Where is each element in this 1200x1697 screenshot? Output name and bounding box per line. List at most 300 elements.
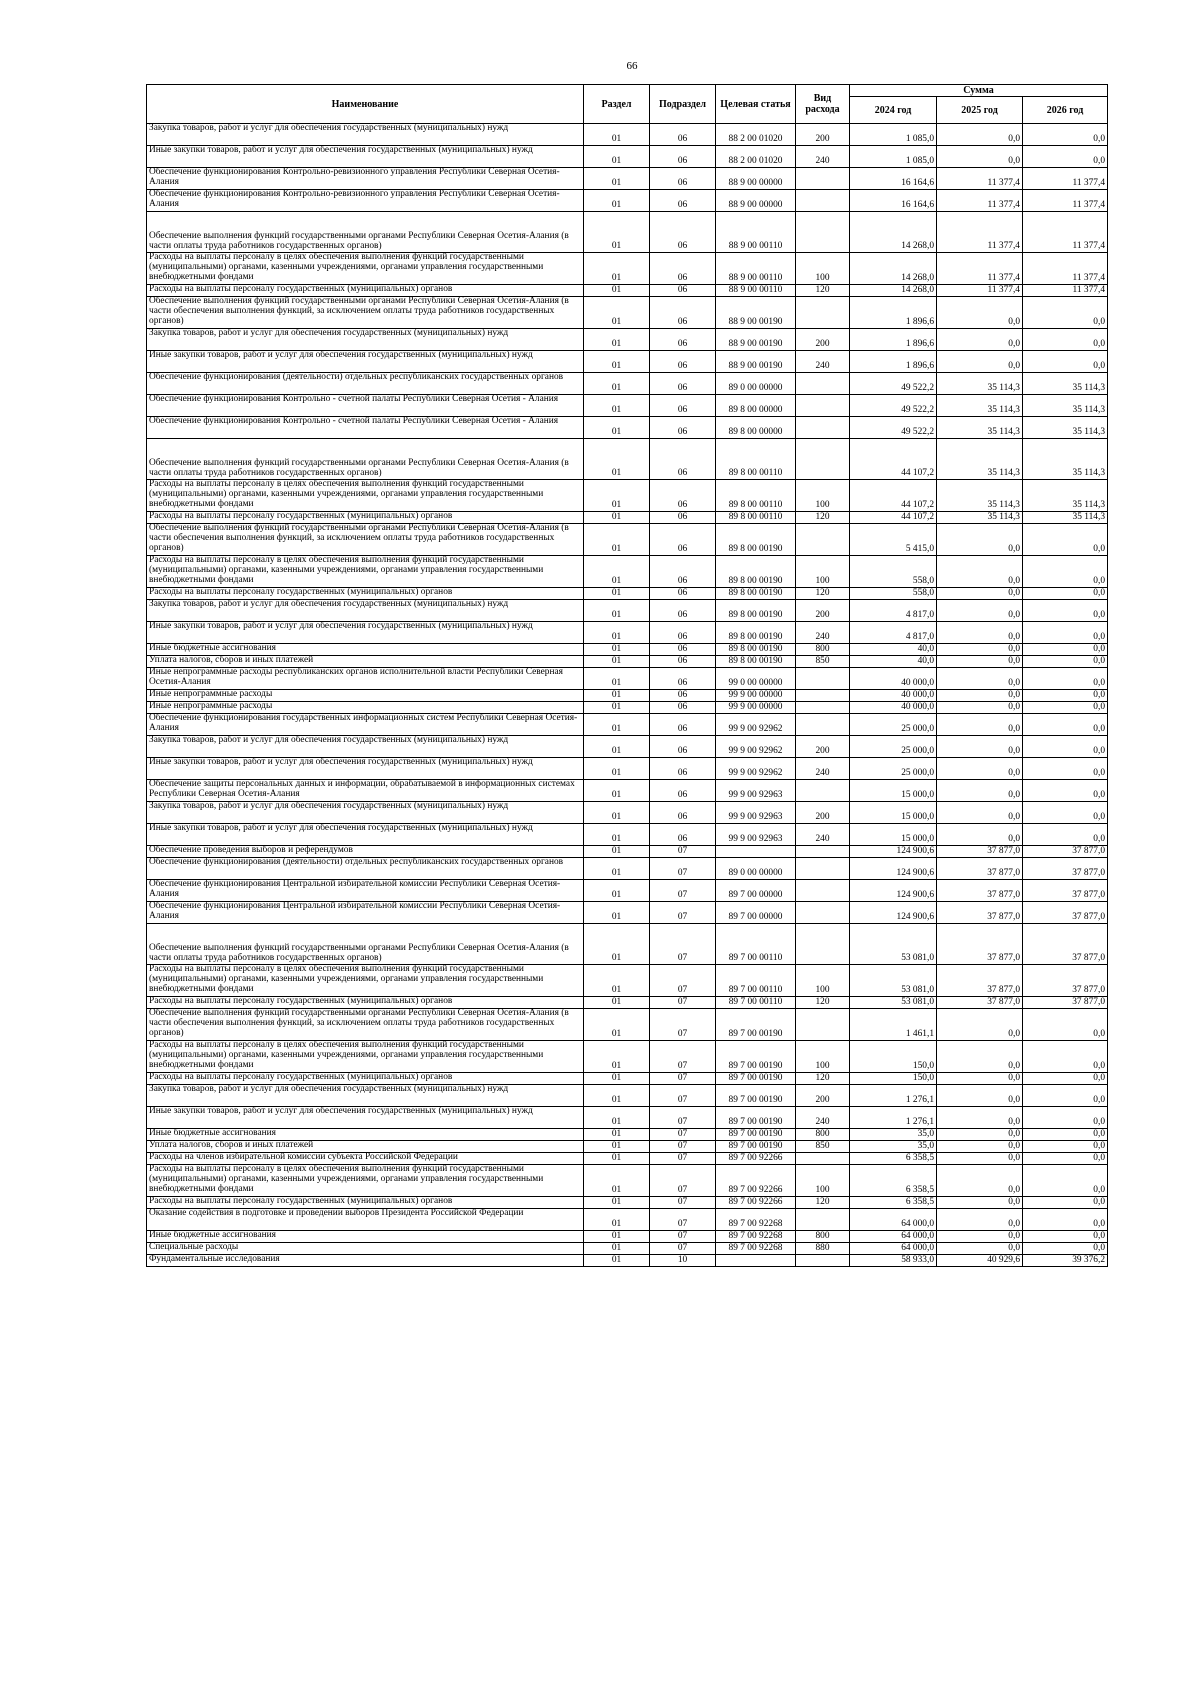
- row-sum-2026: 39 376,2: [1023, 1255, 1108, 1267]
- row-name: Закупка товаров, работ и услуг для обеспечения государственных (муниципальных) нужд: [147, 736, 584, 758]
- row-subsection: 06: [650, 146, 716, 168]
- row-sum-2024: 124 900,6: [850, 880, 937, 902]
- row-sum-2024: 49 522,2: [850, 373, 937, 395]
- table-row: [147, 714, 1108, 736]
- row-sum-2025: 11 377,4: [937, 168, 1023, 190]
- row-sum-2025: 35 114,3: [937, 439, 1023, 480]
- row-section: 01: [584, 736, 650, 758]
- row-subsection: 07: [650, 1085, 716, 1107]
- row-kind: [796, 690, 850, 702]
- row-target: 99 9 00 92962: [716, 714, 796, 736]
- row-name: Расходы на членов избирательной комиссии субъекта Российской Федерации: [147, 1153, 584, 1165]
- table-row: [147, 965, 1108, 997]
- row-subsection: 06: [650, 758, 716, 780]
- row-subsection: 06: [650, 417, 716, 439]
- row-target: 99 9 00 00000: [716, 690, 796, 702]
- row-sum-2025: 0,0: [937, 690, 1023, 702]
- row-subsection: 06: [650, 351, 716, 373]
- row-subsection: 07: [650, 858, 716, 880]
- table-row: [147, 600, 1108, 622]
- row-sum-2025: 40 929,6: [937, 1255, 1023, 1267]
- row-target: 89 7 00 92266: [716, 1165, 796, 1197]
- row-sum-2024: 40 000,0: [850, 690, 937, 702]
- row-sum-2026: 0,0: [1023, 1085, 1108, 1107]
- table-row: [147, 1231, 1108, 1243]
- row-sum-2025: 0,0: [937, 329, 1023, 351]
- row-name: Обеспечение функционирования Центральной избирательной комиссии Республики Северная Осетия-Алания: [147, 880, 584, 902]
- row-sum-2025: 0,0: [937, 351, 1023, 373]
- row-section: 01: [584, 285, 650, 297]
- row-name: Расходы на выплаты персоналу государственных (муниципальных) органов: [147, 1073, 584, 1085]
- row-subsection: 07: [650, 997, 716, 1009]
- row-name: Фундаментальные исследования: [147, 1255, 584, 1267]
- row-subsection: 06: [650, 668, 716, 690]
- row-sum-2025: 0,0: [937, 802, 1023, 824]
- row-sum-2024: 44 107,2: [850, 439, 937, 480]
- row-sum-2024: 6 358,5: [850, 1197, 937, 1209]
- row-target: 89 7 00 00110: [716, 924, 796, 965]
- row-kind: [796, 1209, 850, 1231]
- row-kind: [796, 297, 850, 329]
- row-kind: 800: [796, 1231, 850, 1243]
- row-sum-2025: 37 877,0: [937, 902, 1023, 924]
- row-section: 01: [584, 1231, 650, 1243]
- row-name: Иные бюджетные ассигнования: [147, 1231, 584, 1243]
- row-target: 89 8 00 00000: [716, 395, 796, 417]
- row-target: 89 7 00 00190: [716, 1041, 796, 1073]
- row-name: Обеспечение проведения выборов и референдумов: [147, 846, 584, 858]
- row-target: 89 7 00 00190: [716, 1085, 796, 1107]
- row-kind: [796, 190, 850, 212]
- row-sum-2026: 0,0: [1023, 656, 1108, 668]
- row-section: 01: [584, 190, 650, 212]
- row-target: 89 8 00 00190: [716, 588, 796, 600]
- row-section: 01: [584, 439, 650, 480]
- row-section: 01: [584, 902, 650, 924]
- row-sum-2025: 0,0: [937, 656, 1023, 668]
- row-sum-2024: 44 107,2: [850, 480, 937, 512]
- row-target: 88 9 00 00110: [716, 212, 796, 253]
- row-sum-2025: 0,0: [937, 758, 1023, 780]
- row-target: 89 8 00 00110: [716, 480, 796, 512]
- row-subsection: 06: [650, 588, 716, 600]
- table-row: [147, 656, 1108, 668]
- row-subsection: 07: [650, 880, 716, 902]
- row-kind: [796, 1255, 850, 1267]
- row-subsection: 06: [650, 212, 716, 253]
- row-sum-2025: 0,0: [937, 1165, 1023, 1197]
- table-body: [147, 124, 1108, 1267]
- row-subsection: 07: [650, 1141, 716, 1153]
- row-subsection: 06: [650, 644, 716, 656]
- table-row: [147, 1009, 1108, 1041]
- table-row: [147, 439, 1108, 480]
- header-2024: 2024 год: [850, 97, 937, 124]
- row-target: 89 7 00 00000: [716, 902, 796, 924]
- row-sum-2026: 0,0: [1023, 1041, 1108, 1073]
- row-target: 89 0 00 00000: [716, 373, 796, 395]
- row-sum-2026: 0,0: [1023, 644, 1108, 656]
- row-section: 01: [584, 1073, 650, 1085]
- table-row: [147, 824, 1108, 846]
- row-sum-2025: 35 114,3: [937, 373, 1023, 395]
- row-sum-2026: 0,0: [1023, 297, 1108, 329]
- row-name: Закупка товаров, работ и услуг для обеспечения государственных (муниципальных) нужд: [147, 1085, 584, 1107]
- row-sum-2026: 35 114,3: [1023, 417, 1108, 439]
- row-sum-2026: 0,0: [1023, 1231, 1108, 1243]
- header-section: Раздел: [584, 85, 650, 124]
- row-section: 01: [584, 1009, 650, 1041]
- row-name: Иные непрограммные расходы: [147, 702, 584, 714]
- table-row: [147, 802, 1108, 824]
- row-sum-2024: 14 268,0: [850, 253, 937, 285]
- row-section: 01: [584, 1165, 650, 1197]
- row-sum-2024: 1 085,0: [850, 124, 937, 146]
- row-subsection: 07: [650, 846, 716, 858]
- row-sum-2025: 11 377,4: [937, 285, 1023, 297]
- row-sum-2025: 0,0: [937, 524, 1023, 556]
- table-row: [147, 212, 1108, 253]
- row-name: Иные закупки товаров, работ и услуг для обеспечения государственных (муниципальных) нужд: [147, 758, 584, 780]
- table-row: [147, 373, 1108, 395]
- row-section: 01: [584, 668, 650, 690]
- row-sum-2025: 0,0: [937, 588, 1023, 600]
- table-row: [147, 146, 1108, 168]
- row-sum-2024: 40 000,0: [850, 702, 937, 714]
- row-subsection: 06: [650, 439, 716, 480]
- row-sum-2026: 0,0: [1023, 622, 1108, 644]
- row-target: 88 2 00 01020: [716, 146, 796, 168]
- row-sum-2025: 11 377,4: [937, 253, 1023, 285]
- row-sum-2025: 0,0: [937, 1107, 1023, 1129]
- row-section: 01: [584, 702, 650, 714]
- row-sum-2024: 15 000,0: [850, 824, 937, 846]
- row-sum-2026: 0,0: [1023, 351, 1108, 373]
- row-name: Обеспечение функционирования Контрольно - счетной палаты Республики Северная Осетия - Алания: [147, 417, 584, 439]
- row-name: Специальные расходы: [147, 1243, 584, 1255]
- table-row: [147, 702, 1108, 714]
- row-name: Обеспечение функционирования (деятельности) отдельных республиканских государственных органов: [147, 858, 584, 880]
- header-target: Целевая статья: [716, 85, 796, 124]
- row-name: Расходы на выплаты персоналу в целях обеспечения выполнения функций государственными (муниципальными) органами, казенными учреждениями, органами управления государственными внебюджетными фондами: [147, 1165, 584, 1197]
- row-target: 89 8 00 00190: [716, 656, 796, 668]
- row-sum-2025: 0,0: [937, 780, 1023, 802]
- row-subsection: 10: [650, 1255, 716, 1267]
- row-name: Оказание содействия в подготовке и проведении выборов Президента Российской Федерации: [147, 1209, 584, 1231]
- row-sum-2025: 0,0: [937, 1209, 1023, 1231]
- row-subsection: 06: [650, 124, 716, 146]
- row-kind: [796, 846, 850, 858]
- row-name: Расходы на выплаты персоналу государственных (муниципальных) органов: [147, 512, 584, 524]
- row-sum-2025: 0,0: [937, 124, 1023, 146]
- row-section: 01: [584, 997, 650, 1009]
- row-name: Закупка товаров, работ и услуг для обеспечения государственных (муниципальных) нужд: [147, 802, 584, 824]
- table-row: [147, 297, 1108, 329]
- row-sum-2024: 58 933,0: [850, 1255, 937, 1267]
- table-row: [147, 480, 1108, 512]
- row-target: 89 8 00 00190: [716, 622, 796, 644]
- row-sum-2026: 35 114,3: [1023, 512, 1108, 524]
- row-sum-2024: 40 000,0: [850, 668, 937, 690]
- row-section: 01: [584, 212, 650, 253]
- row-name: Расходы на выплаты персоналу государственных (муниципальных) органов: [147, 997, 584, 1009]
- row-kind: [796, 858, 850, 880]
- row-kind: [796, 924, 850, 965]
- row-subsection: 07: [650, 902, 716, 924]
- row-section: 01: [584, 329, 650, 351]
- row-name: Закупка товаров, работ и услуг для обеспечения государственных (муниципальных) нужд: [147, 600, 584, 622]
- row-kind: 100: [796, 480, 850, 512]
- row-kind: 200: [796, 600, 850, 622]
- row-subsection: 06: [650, 512, 716, 524]
- row-sum-2026: 0,0: [1023, 329, 1108, 351]
- row-subsection: 06: [650, 690, 716, 702]
- row-target: 89 7 00 00190: [716, 1009, 796, 1041]
- row-section: 01: [584, 1243, 650, 1255]
- row-sum-2024: 64 000,0: [850, 1231, 937, 1243]
- row-sum-2025: 0,0: [937, 1041, 1023, 1073]
- row-section: 01: [584, 965, 650, 997]
- table-row: [147, 124, 1108, 146]
- table-row: [147, 190, 1108, 212]
- row-name: Обеспечение выполнения функций государственными органами Республики Северная Осетия-Алания (в части обеспечения выполнения функций, за исключением оплаты труда работников государственных органов): [147, 524, 584, 556]
- row-section: 01: [584, 656, 650, 668]
- table-row: [147, 395, 1108, 417]
- row-sum-2026: 0,0: [1023, 1107, 1108, 1129]
- row-kind: [796, 417, 850, 439]
- table-row: [147, 1107, 1108, 1129]
- row-name: Обеспечение выполнения функций государственными органами Республики Северная Осетия-Алания (в части обеспечения выполнения функций, за исключением оплаты труда работников государственных органов): [147, 297, 584, 329]
- row-section: 01: [584, 880, 650, 902]
- row-sum-2026: 37 877,0: [1023, 858, 1108, 880]
- row-subsection: 07: [650, 1209, 716, 1231]
- row-target: 89 7 00 00110: [716, 965, 796, 997]
- table-row: [147, 668, 1108, 690]
- row-kind: [796, 373, 850, 395]
- row-name: Расходы на выплаты персоналу в целях обеспечения выполнения функций государственными (муниципальными) органами, казенными учреждениями, органами управления государственными внебюджетными фондами: [147, 253, 584, 285]
- row-kind: [796, 780, 850, 802]
- row-subsection: 06: [650, 373, 716, 395]
- row-subsection: 06: [650, 622, 716, 644]
- row-subsection: 06: [650, 285, 716, 297]
- row-target: 89 8 00 00110: [716, 512, 796, 524]
- row-sum-2026: 0,0: [1023, 1243, 1108, 1255]
- row-section: 01: [584, 924, 650, 965]
- header-2025: 2025 год: [937, 97, 1023, 124]
- row-subsection: 06: [650, 253, 716, 285]
- row-target: 89 8 00 00190: [716, 600, 796, 622]
- row-sum-2025: 0,0: [937, 1085, 1023, 1107]
- row-sum-2024: 1 276,1: [850, 1107, 937, 1129]
- row-section: 01: [584, 758, 650, 780]
- row-section: 01: [584, 1107, 650, 1129]
- row-target: [716, 1255, 796, 1267]
- row-sum-2024: 53 081,0: [850, 997, 937, 1009]
- row-sum-2026: 0,0: [1023, 758, 1108, 780]
- table-row: [147, 1255, 1108, 1267]
- row-sum-2024: 16 164,6: [850, 168, 937, 190]
- row-sum-2024: 35,0: [850, 1141, 937, 1153]
- row-sum-2025: 37 877,0: [937, 965, 1023, 997]
- row-name: Уплата налогов, сборов и иных платежей: [147, 1141, 584, 1153]
- row-sum-2026: 37 877,0: [1023, 997, 1108, 1009]
- row-sum-2026: 35 114,3: [1023, 395, 1108, 417]
- row-target: 89 7 00 92268: [716, 1243, 796, 1255]
- row-name: Расходы на выплаты персоналу государственных (муниципальных) органов: [147, 1197, 584, 1209]
- row-target: 89 8 00 00190: [716, 556, 796, 588]
- row-subsection: 07: [650, 1197, 716, 1209]
- row-sum-2025: 35 114,3: [937, 512, 1023, 524]
- table-row: [147, 1165, 1108, 1197]
- row-name: Обеспечение функционирования Центральной избирательной комиссии Республики Северная Осетия-Алания: [147, 902, 584, 924]
- row-subsection: 07: [650, 1107, 716, 1129]
- row-kind: [796, 702, 850, 714]
- row-name: Расходы на выплаты персоналу в целях обеспечения выполнения функций государственными (муниципальными) органами, казенными учреждениями, органами управления государственными внебюджетными фондами: [147, 965, 584, 997]
- row-target: 89 7 00 00110: [716, 997, 796, 1009]
- table-row: [147, 351, 1108, 373]
- row-sum-2024: 4 817,0: [850, 622, 937, 644]
- row-subsection: 06: [650, 656, 716, 668]
- row-target: 89 7 00 00190: [716, 1129, 796, 1141]
- row-name: Уплата налогов, сборов и иных платежей: [147, 656, 584, 668]
- row-target: 89 7 00 00190: [716, 1141, 796, 1153]
- table-row: [147, 780, 1108, 802]
- row-sum-2025: 37 877,0: [937, 997, 1023, 1009]
- row-target: 99 9 00 92962: [716, 758, 796, 780]
- row-subsection: 07: [650, 1129, 716, 1141]
- row-kind: [796, 902, 850, 924]
- table-row: [147, 253, 1108, 285]
- row-subsection: 07: [650, 1073, 716, 1085]
- row-kind: [796, 524, 850, 556]
- row-sum-2025: 11 377,4: [937, 212, 1023, 253]
- row-section: 01: [584, 1197, 650, 1209]
- row-name: Расходы на выплаты персоналу в целях обеспечения выполнения функций государственными (муниципальными) органами, казенными учреждениями, органами управления государственными внебюджетными фондами: [147, 556, 584, 588]
- row-kind: [796, 212, 850, 253]
- row-name: Расходы на выплаты персоналу в целях обеспечения выполнения функций государственными (муниципальными) органами, казенными учреждениями, органами управления государственными внебюджетными фондами: [147, 1041, 584, 1073]
- row-name: Закупка товаров, работ и услуг для обеспечения государственных (муниципальных) нужд: [147, 329, 584, 351]
- row-target: 89 8 00 00190: [716, 524, 796, 556]
- row-sum-2026: 0,0: [1023, 600, 1108, 622]
- row-sum-2024: 124 900,6: [850, 846, 937, 858]
- table-row: [147, 880, 1108, 902]
- row-sum-2026: 0,0: [1023, 146, 1108, 168]
- row-sum-2024: 16 164,6: [850, 190, 937, 212]
- row-kind: [796, 439, 850, 480]
- row-sum-2025: 35 114,3: [937, 417, 1023, 439]
- row-kind: 120: [796, 1073, 850, 1085]
- row-sum-2024: 1 461,1: [850, 1009, 937, 1041]
- row-name: Обеспечение выполнения функций государственными органами Республики Северная Осетия-Алания (в части обеспечения выполнения функций, за исключением оплаты труда работников государственных органов): [147, 1009, 584, 1041]
- header-name: Наименование: [147, 85, 584, 124]
- row-target: 89 8 00 00110: [716, 439, 796, 480]
- row-target: 99 9 00 92963: [716, 824, 796, 846]
- row-section: 01: [584, 124, 650, 146]
- table-row: [147, 329, 1108, 351]
- row-sum-2026: 0,0: [1023, 1153, 1108, 1165]
- row-sum-2024: 49 522,2: [850, 395, 937, 417]
- row-sum-2024: 1 085,0: [850, 146, 937, 168]
- row-kind: 120: [796, 1197, 850, 1209]
- row-name: Обеспечение функционирования (деятельности) отдельных республиканских государственных органов: [147, 373, 584, 395]
- row-sum-2024: 124 900,6: [850, 902, 937, 924]
- row-name: Иные закупки товаров, работ и услуг для обеспечения государственных (муниципальных) нужд: [147, 824, 584, 846]
- row-kind: [796, 1153, 850, 1165]
- row-name: Обеспечение функционирования государственных информационных систем Республики Северная Осетия-Алания: [147, 714, 584, 736]
- row-section: 01: [584, 1153, 650, 1165]
- table-row: [147, 168, 1108, 190]
- row-target: 89 7 00 92266: [716, 1153, 796, 1165]
- row-target: 89 7 00 92268: [716, 1231, 796, 1243]
- row-subsection: 06: [650, 600, 716, 622]
- row-sum-2024: 64 000,0: [850, 1243, 937, 1255]
- row-sum-2024: 53 081,0: [850, 924, 937, 965]
- row-kind: [796, 880, 850, 902]
- row-subsection: 06: [650, 702, 716, 714]
- row-target: 89 8 00 00190: [716, 644, 796, 656]
- row-section: 01: [584, 395, 650, 417]
- row-target: 99 9 00 92962: [716, 736, 796, 758]
- table-row: [147, 846, 1108, 858]
- row-kind: 200: [796, 124, 850, 146]
- row-sum-2024: 14 268,0: [850, 285, 937, 297]
- row-kind: 240: [796, 1107, 850, 1129]
- row-name: Иные бюджетные ассигнования: [147, 644, 584, 656]
- row-sum-2025: 37 877,0: [937, 858, 1023, 880]
- row-sum-2025: 0,0: [937, 1243, 1023, 1255]
- row-subsection: 07: [650, 1165, 716, 1197]
- row-kind: 240: [796, 622, 850, 644]
- row-sum-2026: 0,0: [1023, 1209, 1108, 1231]
- row-name: Обеспечение функционирования Контрольно-ревизионного управления Республики Северная Осетия-Алания: [147, 190, 584, 212]
- row-target: 89 7 00 00000: [716, 880, 796, 902]
- row-name: Расходы на выплаты персоналу в целях обеспечения выполнения функций государственными (муниципальными) органами, казенными учреждениями, органами управления государственными внебюджетными фондами: [147, 480, 584, 512]
- table-row: [147, 924, 1108, 965]
- row-target: 88 9 00 00000: [716, 168, 796, 190]
- row-kind: 240: [796, 351, 850, 373]
- row-sum-2026: 37 877,0: [1023, 880, 1108, 902]
- row-section: 01: [584, 622, 650, 644]
- row-subsection: 06: [650, 736, 716, 758]
- row-sum-2026: 0,0: [1023, 702, 1108, 714]
- row-sum-2026: 35 114,3: [1023, 373, 1108, 395]
- row-sum-2026: 35 114,3: [1023, 480, 1108, 512]
- row-section: 01: [584, 1141, 650, 1153]
- row-sum-2024: 14 268,0: [850, 212, 937, 253]
- row-sum-2025: 0,0: [937, 1153, 1023, 1165]
- row-kind: 200: [796, 802, 850, 824]
- row-target: 88 9 00 00110: [716, 253, 796, 285]
- row-kind: 240: [796, 146, 850, 168]
- row-target: 89 8 00 00000: [716, 417, 796, 439]
- row-name: Иные закупки товаров, работ и услуг для обеспечения государственных (муниципальных) нужд: [147, 1107, 584, 1129]
- row-name: Обеспечение выполнения функций государственными органами Республики Северная Осетия-Алания (в части оплаты труда работников государственных органов): [147, 439, 584, 480]
- row-sum-2024: 15 000,0: [850, 780, 937, 802]
- row-kind: 100: [796, 556, 850, 588]
- row-target: [716, 846, 796, 858]
- row-name: Закупка товаров, работ и услуг для обеспечения государственных (муниципальных) нужд: [147, 124, 584, 146]
- row-section: 01: [584, 146, 650, 168]
- row-kind: [796, 168, 850, 190]
- row-target: 89 7 00 00190: [716, 1107, 796, 1129]
- row-sum-2024: 558,0: [850, 588, 937, 600]
- row-sum-2024: 53 081,0: [850, 965, 937, 997]
- row-sum-2024: 6 358,5: [850, 1153, 937, 1165]
- row-subsection: 07: [650, 1231, 716, 1243]
- row-kind: [796, 1009, 850, 1041]
- row-kind: 240: [796, 758, 850, 780]
- row-subsection: 06: [650, 556, 716, 588]
